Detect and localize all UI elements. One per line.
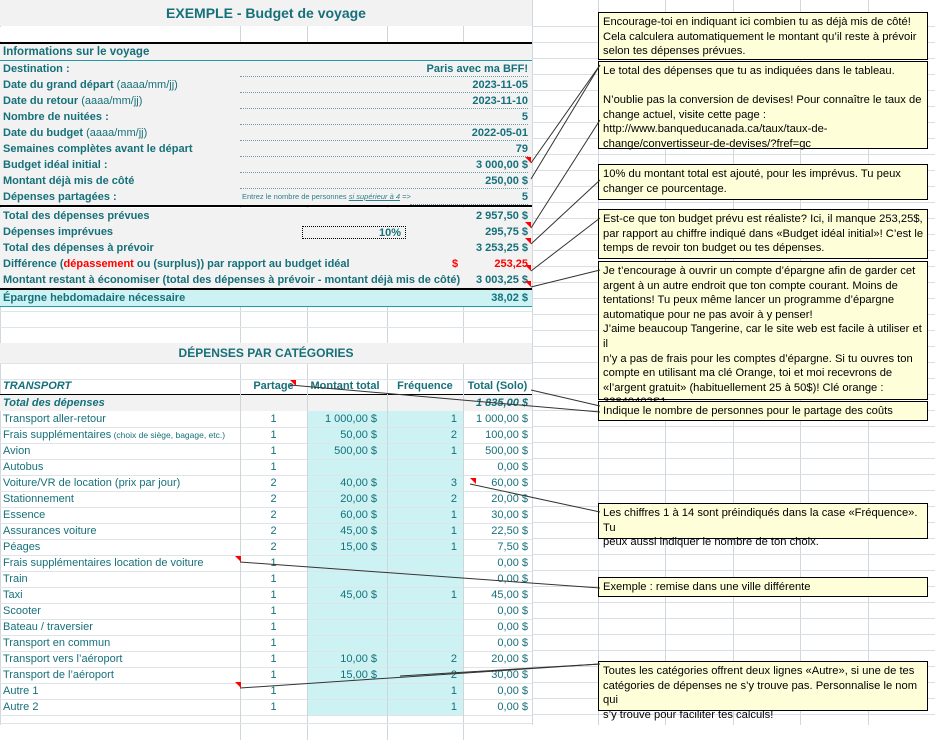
montant-total-value[interactable]: 15,00 $ bbox=[340, 669, 377, 681]
montant-total-value[interactable]: 50,00 $ bbox=[340, 429, 377, 441]
expense-name-note: (choix de siège, bagage, etc.) bbox=[111, 430, 226, 440]
table-total-value: 1 835,00 $ bbox=[476, 397, 528, 409]
weekly-savings-row bbox=[0, 290, 532, 306]
total-solo-value: 22,50 $ bbox=[491, 525, 528, 537]
trip-info-label: Date du retour (aaaa/mm/jj) bbox=[3, 95, 143, 107]
mid-row-line bbox=[0, 311, 532, 312]
grid-row-line bbox=[532, 154, 935, 155]
callout-line: Encourage-toi en indiquant ici combien tu as déjà mis de côté! bbox=[603, 16, 911, 28]
callout-line: tentations! Tu peux même lancer un programme d’épargne bbox=[603, 294, 895, 307]
table-header-row bbox=[0, 378, 532, 396]
total-solo-value: 0,00 $ bbox=[497, 557, 528, 569]
grid-row-line bbox=[532, 426, 935, 427]
table-row bbox=[0, 699, 532, 716]
table-row bbox=[0, 443, 532, 460]
partage-value[interactable]: 1 bbox=[270, 621, 277, 633]
trip-info-label: Date du budget (aaaa/mm/jj) bbox=[3, 127, 148, 139]
table-column-divider bbox=[463, 378, 464, 715]
frequence-value[interactable]: 2 bbox=[450, 669, 457, 681]
partage-value[interactable]: 1 bbox=[270, 413, 277, 425]
table-column-header: Montant total bbox=[310, 380, 380, 392]
expense-name[interactable]: Bateau / traversier bbox=[3, 621, 93, 633]
trip-info-value[interactable]: 2023-11-05 bbox=[472, 79, 528, 91]
trip-info-row bbox=[0, 189, 532, 205]
frequence-value[interactable]: 1 bbox=[450, 413, 457, 425]
summary-row bbox=[0, 240, 532, 256]
total-solo-value: 0,00 $ bbox=[497, 685, 528, 697]
trip-info-label-note: (aaaa/mm/jj) bbox=[113, 79, 178, 91]
summary-row bbox=[0, 224, 532, 240]
trip-info-row bbox=[0, 77, 532, 93]
comment-callout-lignes-autre bbox=[598, 661, 928, 721]
callout-line bbox=[603, 79, 924, 94]
callout-line: Je t’encourage à ouvrir un compte d’épargne afin de garder cet bbox=[603, 265, 916, 277]
table-row bbox=[0, 555, 532, 572]
mid2-column-divider bbox=[307, 363, 308, 378]
frequence-value[interactable]: 2 bbox=[450, 653, 457, 665]
frequence-value[interactable]: 3 bbox=[450, 477, 457, 489]
summary-row bbox=[0, 256, 532, 272]
partage-value[interactable]: 1 bbox=[270, 589, 277, 601]
comment-callout-total-depenses bbox=[598, 61, 928, 149]
comment-marker-icon bbox=[235, 682, 241, 688]
table-row bbox=[0, 523, 532, 540]
montant-total-value[interactable]: 1 000,00 $ bbox=[325, 413, 377, 425]
callout-line: compte en utilisant ma clé Orange, toi et moi recevrons de bbox=[603, 367, 893, 380]
partage-value[interactable]: 1 bbox=[270, 429, 277, 441]
table-row bbox=[0, 475, 532, 492]
callout-line: N’oublie pas la conversion de devises! Pour connaître le taux de bbox=[603, 94, 922, 107]
upper-column-divider bbox=[240, 27, 241, 42]
table-row bbox=[0, 427, 532, 444]
comment-callout-imprevus bbox=[598, 164, 928, 200]
expense-name[interactable]: Taxi bbox=[3, 589, 23, 601]
title-spacer-row bbox=[0, 27, 532, 41]
montant-total-value[interactable]: 45,00 $ bbox=[340, 525, 377, 537]
total-solo-value: 0,00 $ bbox=[497, 573, 528, 585]
callout-line: 10% du montant total est ajouté, pour les imprévus. Tu peux bbox=[603, 168, 901, 180]
trip-info-value[interactable]: 2022-05-01 bbox=[471, 127, 528, 139]
callout-line: changer ce pourcentage. bbox=[603, 182, 727, 195]
table-column-divider bbox=[240, 378, 241, 715]
callout-line: catégories de dépenses ne s’y trouve pas. Personnalise le nom qui bbox=[603, 679, 918, 707]
comment-marker-icon bbox=[290, 380, 296, 386]
trip-info-row bbox=[0, 141, 532, 157]
frequence-value[interactable]: 2 bbox=[450, 493, 457, 505]
total-solo-value: 20,00 $ bbox=[491, 653, 528, 665]
mid-row-line bbox=[0, 379, 532, 380]
partage-value[interactable]: 2 bbox=[270, 477, 277, 489]
summary-value: 2 957,50 $ bbox=[476, 210, 528, 222]
partage-value[interactable]: 2 bbox=[270, 493, 277, 505]
total-solo-value: 500,00 $ bbox=[485, 445, 528, 457]
frequence-value[interactable]: 1 bbox=[450, 685, 457, 697]
comment-marker-icon bbox=[525, 238, 531, 244]
summary-row bbox=[0, 272, 532, 288]
expense-name[interactable]: Transport vers l’aéroport bbox=[3, 653, 123, 665]
expense-name[interactable]: Assurances voiture bbox=[3, 525, 97, 537]
lower-column-divider bbox=[387, 715, 388, 740]
table-row bbox=[0, 411, 532, 428]
partage-value[interactable]: 2 bbox=[270, 509, 277, 521]
table-row bbox=[0, 491, 532, 508]
partage-value[interactable]: 1 bbox=[270, 685, 277, 697]
table-column-header: Fréquence bbox=[397, 380, 453, 392]
trip-info-section-header bbox=[0, 44, 532, 61]
mid-row-line bbox=[0, 363, 532, 364]
comment-callout-partage-couts bbox=[598, 401, 928, 421]
trip-info-label: Date du grand départ (aaaa/mm/jj) bbox=[3, 79, 178, 91]
trip-info-row bbox=[0, 109, 532, 125]
montant-total-value[interactable]: 15,00 $ bbox=[340, 541, 377, 553]
table-column-header: Total (Solo) bbox=[467, 380, 528, 392]
callout-line: Est-ce que ton budget prévu est réaliste? Ici, il manque 253,25$, bbox=[603, 213, 923, 225]
callout-line: peux aussi indiquer le nombre de ton choix. bbox=[603, 536, 819, 549]
partage-value[interactable]: 1 bbox=[270, 701, 277, 713]
mid-row-line bbox=[0, 327, 532, 328]
summary-label: Total des dépenses prévues bbox=[3, 210, 150, 222]
shared-count-hint: Entrez le nombre de personnes si supérieur à 4 => bbox=[242, 192, 411, 201]
callout-line: «l’argent gratuit» (habituellement 25 à 50$)! Clé orange : bbox=[603, 381, 884, 394]
expense-name[interactable]: Scooter bbox=[3, 605, 41, 617]
callout-line: change/convertisseur-de-devises/?fref=gc bbox=[603, 137, 812, 150]
weekly-savings-underline bbox=[0, 306, 532, 307]
weekly-savings-value: 38,02 $ bbox=[491, 292, 528, 304]
trip-info-label-note: (aaaa/mm/jj) bbox=[78, 95, 143, 107]
frequence-value[interactable]: 1 bbox=[450, 541, 457, 553]
trip-info-value[interactable]: 250,00 $ bbox=[485, 175, 528, 187]
table-row bbox=[0, 507, 532, 524]
trip-info-value[interactable]: 2023-11-10 bbox=[472, 95, 528, 107]
frequence-value[interactable]: 1 bbox=[450, 525, 457, 537]
trip-info-value[interactable]: 5 bbox=[521, 191, 528, 203]
expense-name[interactable]: Frais supplémentaires location de voiture bbox=[3, 557, 204, 569]
summary-label: Différence (dépassement ou (surplus)) par rapport au budget idéal bbox=[3, 258, 350, 270]
partage-value[interactable]: 1 bbox=[270, 653, 277, 665]
table-row bbox=[0, 459, 532, 476]
summary-label-highlight: dépassement bbox=[63, 258, 134, 270]
frequence-value[interactable]: 1 bbox=[450, 445, 457, 457]
frequence-value[interactable]: 1 bbox=[450, 589, 457, 601]
trip-info-label: Dépenses partagées : bbox=[3, 191, 117, 203]
total-solo-value: 0,00 $ bbox=[497, 621, 528, 633]
total-solo-value: 0,00 $ bbox=[497, 701, 528, 713]
partage-value[interactable]: 1 bbox=[270, 637, 277, 649]
trip-info-label: Destination : bbox=[3, 63, 70, 75]
montant-total-value[interactable]: 20,00 $ bbox=[340, 493, 377, 505]
callout-line: http://www.banqueducanada.ca/taux/taux-de- bbox=[603, 123, 828, 136]
comment-marker-icon bbox=[235, 556, 241, 562]
upper-column-divider bbox=[387, 27, 388, 42]
total-solo-value: 20,00 $ bbox=[491, 493, 528, 505]
trip-info-label: Semaines complètes avant le départ bbox=[3, 143, 193, 155]
total-solo-value: 0,00 $ bbox=[497, 605, 528, 617]
trip-info-value[interactable]: 3 000,00 $ bbox=[476, 159, 528, 171]
montant-total-value[interactable]: 500,00 $ bbox=[334, 445, 377, 457]
trip-info-value[interactable]: Paris avec ma BFF! bbox=[426, 63, 528, 75]
categories-header: DÉPENSES PAR CATÉGORIES bbox=[0, 343, 532, 363]
grid-row-line bbox=[532, 490, 935, 491]
grid-row-line bbox=[532, 202, 935, 203]
upper-column-divider bbox=[307, 27, 308, 42]
expense-name[interactable]: Péages bbox=[3, 541, 41, 553]
lower-column-divider bbox=[240, 715, 241, 740]
callout-line: Exemple : remise dans une ville différente bbox=[603, 581, 811, 593]
comment-callout-frequence bbox=[598, 503, 928, 549]
partage-value[interactable]: 1 bbox=[270, 445, 277, 457]
weekly-savings-label: Épargne hebdomadaire nécessaire bbox=[3, 292, 186, 304]
montant-total-value[interactable]: 60,00 $ bbox=[340, 509, 377, 521]
expense-name[interactable]: Stationnement bbox=[3, 493, 74, 505]
bottom-row-line bbox=[0, 723, 532, 724]
table-row bbox=[0, 571, 532, 588]
callout-line: n’y a pas de frais pour les comptes d’épargne. Si tu ouvres ton bbox=[603, 352, 913, 365]
table-row bbox=[0, 651, 532, 668]
grid-row-line bbox=[532, 618, 935, 619]
comment-marker-icon bbox=[525, 157, 531, 163]
expense-name[interactable]: Voiture/VR de location (prix par jour) bbox=[3, 477, 181, 489]
grid-row-line bbox=[532, 650, 935, 651]
partage-value[interactable]: 1 bbox=[270, 557, 277, 569]
trip-info-label: Nombre de nuitées : bbox=[3, 111, 109, 123]
page-title: EXEMPLE - Budget de voyage bbox=[0, 0, 532, 26]
trip-info-row bbox=[0, 61, 532, 77]
callout-line: s’y trouve pour faciliter tes calculs! bbox=[603, 708, 774, 721]
table-column-header: Partage bbox=[253, 380, 294, 392]
trip-info-row bbox=[0, 157, 532, 173]
summary-value: 3 253,25 $ bbox=[476, 242, 528, 254]
unexpected-percent-input[interactable]: 10% bbox=[302, 226, 406, 239]
table-row bbox=[0, 683, 532, 700]
callout-line: Cela calculera automatiquement le montant qu’il reste à prévoir bbox=[603, 30, 917, 43]
total-solo-value: 100,00 $ bbox=[485, 429, 528, 441]
trip-info-section-title: Informations sur le voyage bbox=[3, 46, 150, 58]
trip-info-row bbox=[0, 125, 532, 141]
total-solo-value: 60,00 $ bbox=[491, 477, 528, 489]
trip-info-value[interactable]: 79 bbox=[515, 143, 528, 155]
frequence-value[interactable]: 1 bbox=[450, 509, 457, 521]
callout-line: change actuel, visite cette page : bbox=[603, 108, 766, 121]
expense-name[interactable]: Transport aller-retour bbox=[3, 413, 106, 425]
callout-line: Toutes les catégories offrent deux lignes «Autre», si une de tes bbox=[603, 665, 915, 677]
table-column-divider bbox=[387, 378, 388, 715]
mid2-column-divider bbox=[240, 363, 241, 378]
comment-marker-icon bbox=[470, 478, 476, 484]
frequence-value[interactable]: 2 bbox=[450, 429, 457, 441]
expense-name[interactable]: Autre 2 bbox=[3, 701, 39, 713]
trip-info-row bbox=[0, 173, 532, 189]
comment-marker-icon bbox=[525, 281, 531, 287]
trip-info-label-note: (aaaa/mm/jj) bbox=[83, 127, 148, 139]
montant-total-value[interactable]: 45,00 $ bbox=[340, 589, 377, 601]
upper-column-divider bbox=[463, 27, 464, 42]
comment-callout-remise-ville bbox=[598, 577, 928, 597]
partage-value[interactable]: 2 bbox=[270, 541, 277, 553]
summary-value: 253,25 bbox=[494, 258, 528, 270]
table-row bbox=[0, 603, 532, 620]
summary-value: 295,75 $ bbox=[485, 226, 528, 238]
expense-name[interactable]: Transport de l’aéroport bbox=[3, 669, 114, 681]
frequence-value[interactable]: 1 bbox=[450, 701, 457, 713]
callout-line: automatique pour ne pas avoir à y penser! bbox=[603, 308, 813, 321]
total-solo-value: 45,00 $ bbox=[491, 589, 528, 601]
summary-currency-symbol: $ bbox=[452, 258, 459, 270]
table-total-row bbox=[0, 395, 532, 411]
total-solo-value: 30,00 $ bbox=[491, 669, 528, 681]
callout-line: par rapport au chiffre indiqué dans «Budget idéal initial»! C’est le bbox=[603, 227, 924, 240]
montant-total-value[interactable]: 10,00 $ bbox=[340, 653, 377, 665]
total-solo-value: 0,00 $ bbox=[497, 637, 528, 649]
grid-row-line bbox=[532, 602, 935, 603]
grid-row-line bbox=[532, 474, 935, 475]
table-row bbox=[0, 619, 532, 636]
partage-value[interactable]: 1 bbox=[270, 605, 277, 617]
summary-value: 3 003,25 $ bbox=[476, 274, 528, 286]
table-total-label: Total des dépenses bbox=[3, 397, 105, 409]
partage-value[interactable]: 1 bbox=[270, 573, 277, 585]
callout-line: Indique le nombre de personnes pour le partage des coûts bbox=[603, 405, 893, 417]
callout-line: J’aime beaucoup Tangerine, car le site web est facile à utiliser et il bbox=[603, 323, 922, 350]
expense-name[interactable]: Frais supplémentaires (choix de siège, bagage, etc.) bbox=[3, 429, 226, 441]
table-category-name: TRANSPORT bbox=[3, 380, 72, 392]
mid2-column-divider bbox=[463, 363, 464, 378]
summary-row bbox=[0, 208, 532, 224]
comment-marker-icon bbox=[525, 265, 531, 271]
lower-column-divider bbox=[307, 715, 308, 740]
grid-row-line bbox=[532, 634, 935, 635]
total-solo-value: 30,00 $ bbox=[491, 509, 528, 521]
total-solo-value: 7,50 $ bbox=[497, 541, 528, 553]
total-solo-value: 0,00 $ bbox=[497, 461, 528, 473]
summary-label: Total des dépenses à prévoir bbox=[3, 242, 154, 254]
table-row bbox=[0, 539, 532, 556]
partage-value[interactable]: 1 bbox=[270, 669, 277, 681]
expense-name[interactable]: Transport en commun bbox=[3, 637, 111, 649]
grid-row-line bbox=[532, 442, 935, 443]
table-column-divider bbox=[307, 378, 308, 715]
callout-line: selon tes dépenses prévues. bbox=[603, 45, 746, 58]
total-solo-value: 1 000,00 $ bbox=[476, 413, 528, 425]
partage-value[interactable]: 1 bbox=[270, 461, 277, 473]
comment-callout-compte-epargne bbox=[598, 261, 928, 400]
summary-label: Dépenses imprévues bbox=[3, 226, 114, 238]
expense-name[interactable]: Essence bbox=[3, 509, 46, 521]
table-row bbox=[0, 667, 532, 684]
table-row bbox=[0, 587, 532, 604]
expense-name[interactable]: Avion bbox=[3, 445, 31, 457]
summary-label: Montant restant à économiser (total des dépenses à prévoir - montant déjà mis de côté) bbox=[3, 274, 461, 286]
comment-marker-icon bbox=[525, 222, 531, 228]
grid-row-line bbox=[532, 554, 935, 555]
trip-info-row bbox=[0, 93, 532, 109]
grid-row-line bbox=[532, 570, 935, 571]
comment-callout-budget-realiste bbox=[598, 209, 928, 259]
callout-line: temps de revoir ton budget ou tes dépenses. bbox=[603, 242, 825, 255]
trip-info-label: Budget idéal initial : bbox=[3, 159, 108, 171]
table-row bbox=[0, 635, 532, 652]
shared-count-hint-link[interactable]: si supérieur à 4 bbox=[348, 192, 401, 201]
grid-row-line bbox=[532, 458, 935, 459]
montant-total-value[interactable]: 40,00 $ bbox=[340, 477, 377, 489]
callout-line: Le total des dépenses que tu as indiquées dans le tableau. bbox=[603, 65, 895, 77]
expense-name[interactable]: Autre 1 bbox=[3, 685, 39, 697]
expense-name[interactable]: Train bbox=[3, 573, 28, 585]
trip-info-value[interactable]: 5 bbox=[521, 111, 528, 123]
trip-info-label: Montant déjà mis de côté bbox=[3, 175, 135, 187]
partage-value[interactable]: 2 bbox=[270, 525, 277, 537]
mid2-column-divider bbox=[387, 363, 388, 378]
callout-line: argent à un autre endroit que ton compte courant. Moins de bbox=[603, 279, 898, 292]
lower-column-divider bbox=[463, 715, 464, 740]
summary-top-rule bbox=[0, 205, 532, 207]
comment-callout-mis-de-cote bbox=[598, 12, 928, 60]
callout-line: Les chiffres 1 à 14 sont préindiqués dans la case «Fréquence». Tu bbox=[603, 507, 918, 534]
expense-name[interactable]: Autobus bbox=[3, 461, 44, 473]
